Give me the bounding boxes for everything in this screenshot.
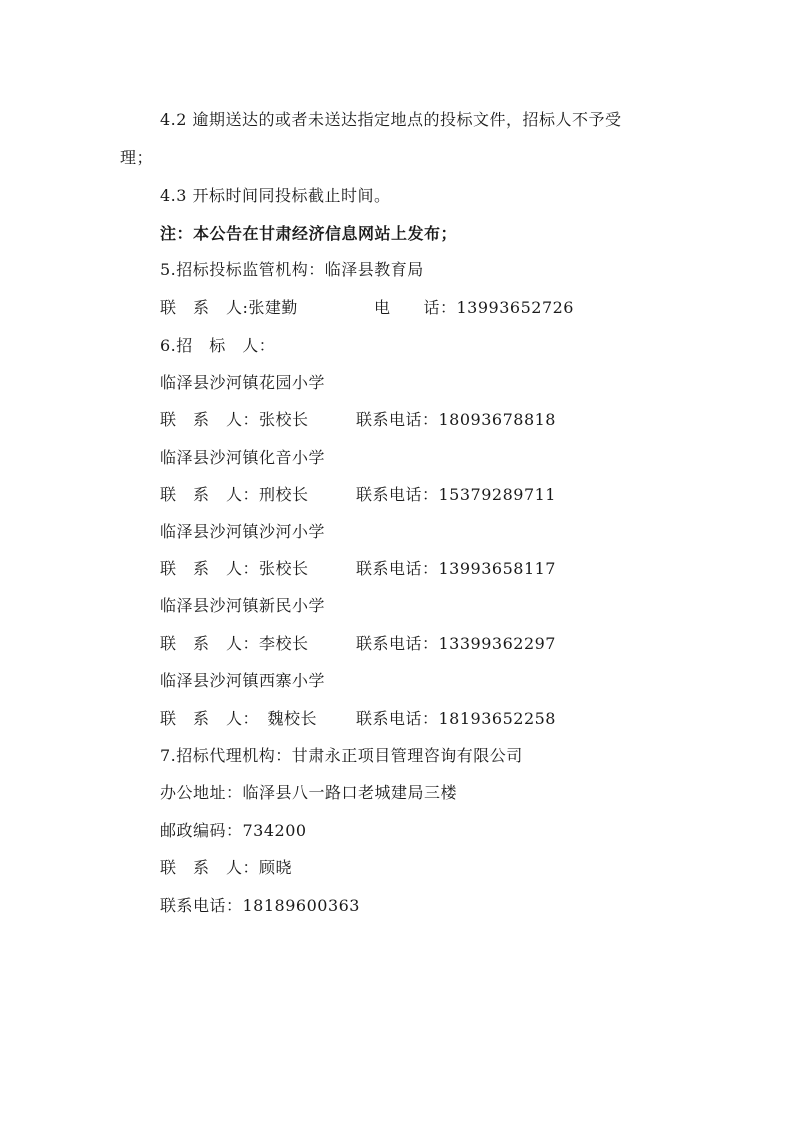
section-6-heading: 6.招 标 人： [160, 336, 276, 355]
school-phone: 联系电话：18193652258 [356, 709, 556, 728]
school-name: 临泽县沙河镇沙河小学 [160, 522, 326, 541]
section-5-heading: 5.招标投标监管机构：临泽县教育局 [160, 260, 424, 279]
school-phone: 联系电话：13399362297 [356, 634, 556, 653]
agency-contact: 联 系 人：顾晓 [160, 858, 293, 877]
paragraph-4-2-line2: 理； [120, 148, 154, 167]
school-contact: 联 系 人：李校长 [160, 634, 309, 653]
school-contact: 联 系 人：刑校长 [160, 485, 309, 504]
section-7-heading: 7.招标代理机构：甘肃永正项目管理咨询有限公司 [160, 746, 523, 765]
school-phone: 联系电话：18093678818 [356, 410, 556, 429]
school-phone: 联系电话：13993658117 [356, 559, 556, 578]
agency-address: 办公地址：临泽县八一路口老城建局三楼 [160, 783, 458, 802]
agency-postcode: 邮政编码：734200 [160, 821, 307, 840]
school-name: 临泽县沙河镇新民小学 [160, 596, 326, 615]
section-5-contact: 联 系 人:张建勤 [160, 298, 298, 317]
school-name: 临泽县沙河镇化音小学 [160, 448, 326, 467]
school-name: 临泽县沙河镇花园小学 [160, 373, 326, 392]
school-contact: 联 系 人：张校长 [160, 410, 309, 429]
school-contact: 联 系 人： 魏校长 [160, 709, 318, 728]
paragraph-4-3: 4.3 开标时间同投标截止时间。 [160, 186, 391, 205]
section-5-phone: 电 话：13993652726 [374, 298, 574, 317]
agency-phone: 联系电话：18189600363 [160, 896, 360, 915]
school-contact: 联 系 人：张校长 [160, 559, 309, 578]
school-phone: 联系电话：15379289711 [356, 485, 556, 504]
paragraph-4-2-line1: 4.2 逾期送达的或者未送达指定地点的投标文件，招标人不予受 [160, 110, 622, 129]
publication-note: 注：本公告在甘肃经济信息网站上发布； [160, 224, 458, 243]
school-name: 临泽县沙河镇西寨小学 [160, 671, 326, 690]
